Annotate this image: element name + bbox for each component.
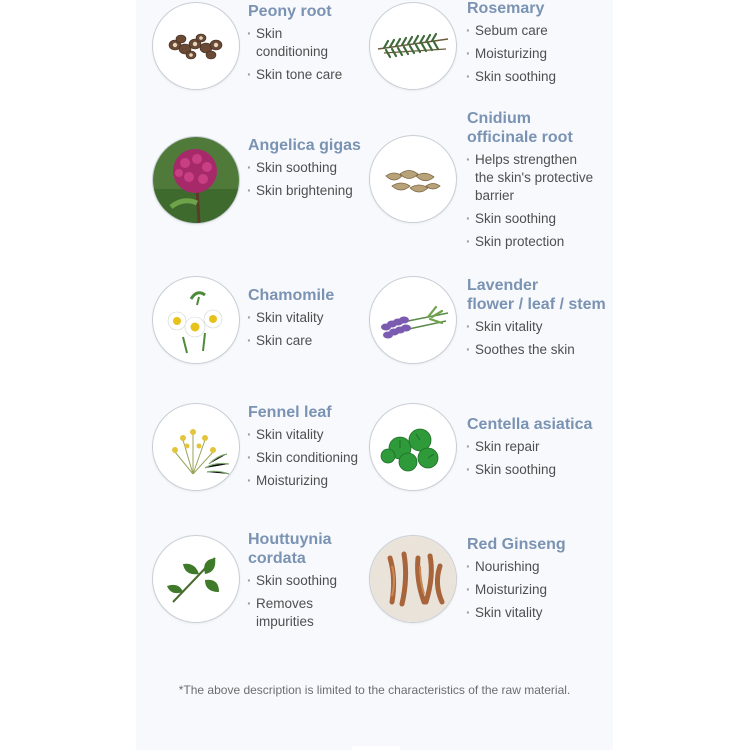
benefit-item: · Skin vitality: [248, 426, 398, 444]
benefit-item: · Skin conditioning: [248, 25, 398, 61]
benefit-item: · Skin soothing: [467, 210, 617, 228]
benefit-item: · Moisturizing: [467, 581, 617, 599]
ingredient-name: Fennel leaf: [248, 404, 332, 421]
ingredient-name: Peony root: [248, 3, 332, 20]
rosemary-icon: [369, 2, 457, 90]
benefit-item: · Nourishing: [467, 558, 617, 576]
houttuynia-icon: [152, 535, 240, 623]
benefit-item: · Skin soothing: [467, 461, 617, 479]
ingredient-name: Cnidium officinale root: [467, 110, 573, 146]
benefit-item: · Skin repair: [467, 438, 617, 456]
benefit-item: · Skin vitality: [248, 309, 398, 327]
benefit-item: · Skin tone care: [248, 66, 398, 84]
lavender-icon: [369, 276, 457, 364]
benefit-item: · Skin brightening: [248, 182, 398, 200]
benefit-item: · Soothes the skin: [467, 341, 617, 359]
cnidium-root-icon: [369, 135, 457, 223]
benefit-item: · Skin protection: [467, 233, 617, 251]
bottom-divider: [352, 746, 400, 750]
benefit-item: · Moisturizing: [467, 45, 617, 63]
chamomile-icon: [152, 276, 240, 364]
fennel-icon: [152, 403, 240, 491]
benefit-item: · Skin vitality: [467, 318, 617, 336]
benefit-item: · Skin soothing: [248, 572, 398, 590]
ingredient-name: Lavender flower / leaf / stem: [467, 277, 606, 313]
ingredient-name: Chamomile: [248, 287, 335, 304]
centella-icon: [369, 403, 457, 491]
benefit-item: · Sebum care: [467, 22, 617, 40]
ingredient-name: Houttuynia cordata: [248, 531, 332, 567]
benefit-item: · Removes impurities: [248, 595, 398, 631]
benefit-item: · Moisturizing: [248, 472, 398, 490]
ingredient-name: Centella asiatica: [467, 416, 593, 433]
benefit-item: · Helps strengthen the skin's protective barrier: [467, 151, 617, 205]
benefit-item: · Skin soothing: [248, 159, 398, 177]
angelica-gigas-icon: [152, 136, 240, 224]
ingredient-name: Angelica gigas: [248, 137, 361, 154]
footnote: *The above description is limited to the characteristics of the raw material.: [178, 683, 571, 697]
red-ginseng-icon: [369, 535, 457, 623]
ingredient-name: Rosemary: [467, 0, 545, 17]
ingredient-name: Red Ginseng: [467, 536, 566, 553]
benefit-item: · Skin conditioning: [248, 449, 398, 467]
benefit-item: · Skin care: [248, 332, 398, 350]
peony-root-icon: [152, 2, 240, 90]
benefit-item: · Skin soothing: [467, 68, 617, 86]
benefit-item: · Skin vitality: [467, 604, 617, 622]
